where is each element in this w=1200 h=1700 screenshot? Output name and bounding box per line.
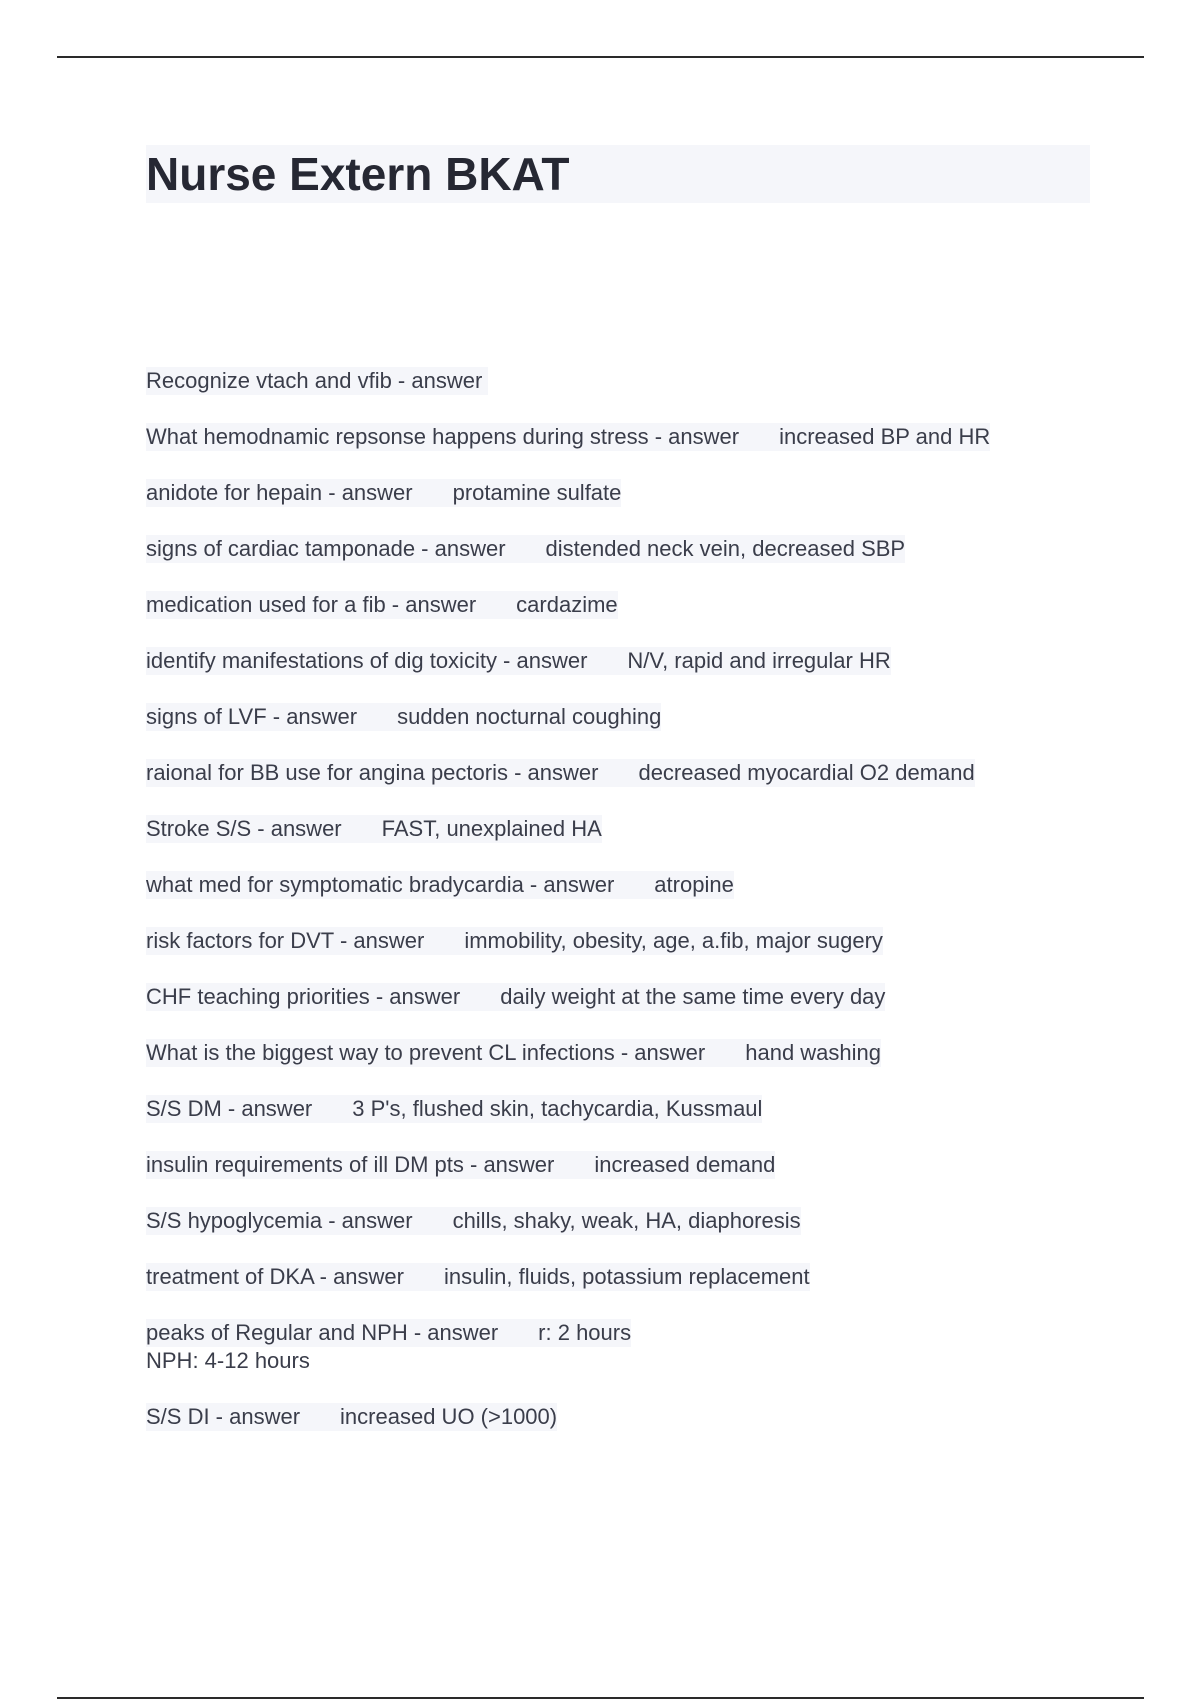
question-text: medication used for a fib - answer <box>146 591 482 619</box>
list-item <box>146 1039 1106 1067</box>
list-item <box>146 423 1106 451</box>
question-text: signs of cardiac tamponade - answer <box>146 535 512 563</box>
list-item <box>146 1151 1106 1179</box>
list-item <box>146 1207 1106 1235</box>
separator <box>419 1207 453 1235</box>
list-item <box>146 983 1106 1011</box>
question-text: anidote for hepain - answer <box>146 479 419 507</box>
question-text: risk factors for DVT - answer <box>146 927 430 955</box>
question-text: What is the biggest way to prevent CL infections - answer <box>146 1039 711 1067</box>
list-item <box>146 1403 1106 1431</box>
question-text: raional for BB use for angina pectoris - answer <box>146 759 604 787</box>
answer-text: immobility, obesity, age, a.fib, major sugery <box>464 928 883 953</box>
list-item <box>146 871 1106 899</box>
answer-text: increased UO (>1000) <box>340 1404 558 1429</box>
question-text: insulin requirements of ill DM pts - answer <box>146 1151 560 1179</box>
question-text: Recognize vtach and vfib - answer <box>146 367 488 395</box>
separator <box>430 927 464 955</box>
separator <box>318 1095 352 1123</box>
list-item <box>146 1095 1106 1123</box>
answer-text: atropine <box>654 872 734 897</box>
top-rule <box>57 56 1144 58</box>
question-text: what med for symptomatic bradycardia - answer <box>146 871 620 899</box>
separator <box>306 1403 340 1431</box>
separator <box>410 1263 444 1291</box>
answer-text: r: 2 hours <box>538 1320 632 1345</box>
separator <box>604 759 638 787</box>
question-text: S/S hypoglycemia - answer <box>146 1207 419 1235</box>
separator <box>363 703 397 731</box>
separator <box>348 815 382 843</box>
answer-text: increased demand <box>594 1152 776 1177</box>
answer-text: FAST, unexplained HA <box>381 816 602 841</box>
question-text: S/S DM - answer <box>146 1095 318 1123</box>
answer-text: decreased myocardial O2 demand <box>638 760 975 785</box>
separator <box>711 1039 745 1067</box>
answer-text: daily weight at the same time every day <box>500 984 886 1009</box>
question-text: treatment of DKA - answer <box>146 1263 410 1291</box>
separator <box>419 479 453 507</box>
question-text: What hemodnamic repsonse happens during stress - answer <box>146 423 745 451</box>
list-item <box>146 1319 1106 1375</box>
answer-text: cardazime <box>516 592 618 617</box>
answer-text: sudden nocturnal coughing <box>397 704 662 729</box>
answer-text-continued: NPH: 4-12 hours <box>146 1348 310 1373</box>
list-item <box>146 479 1106 507</box>
answer-text: 3 P's, flushed skin, tachycardia, Kussmaul <box>352 1096 763 1121</box>
list-item <box>146 759 1106 787</box>
question-text: S/S DI - answer <box>146 1403 306 1431</box>
list-item <box>146 591 1106 619</box>
answer-text: hand washing <box>745 1040 882 1065</box>
separator <box>512 535 546 563</box>
list-item <box>146 367 1106 395</box>
list-item <box>146 647 1106 675</box>
document-title: Nurse Extern BKAT <box>146 148 570 200</box>
separator <box>560 1151 594 1179</box>
list-item <box>146 703 1106 731</box>
list-item <box>146 535 1106 563</box>
bottom-rule <box>57 1697 1144 1699</box>
question-text: Stroke S/S - answer <box>146 815 348 843</box>
answer-text: increased BP and HR <box>779 424 991 449</box>
separator <box>482 591 516 619</box>
separator <box>504 1319 538 1347</box>
answer-text: insulin, fluids, potassium replacement <box>444 1264 810 1289</box>
list-item <box>146 815 1106 843</box>
question-text: identify manifestations of dig toxicity - answer <box>146 647 593 675</box>
answer-text: distended neck vein, decreased SBP <box>545 536 906 561</box>
list-item <box>146 1263 1106 1291</box>
separator <box>593 647 627 675</box>
list-item <box>146 927 1106 955</box>
question-text: peaks of Regular and NPH - answer <box>146 1319 504 1347</box>
qa-list <box>146 367 1106 1459</box>
separator <box>620 871 654 899</box>
answer-text: chills, shaky, weak, HA, diaphoresis <box>452 1208 801 1233</box>
answer-text: N/V, rapid and irregular HR <box>627 648 891 673</box>
question-text: signs of LVF - answer <box>146 703 363 731</box>
question-text: CHF teaching priorities - answer <box>146 983 466 1011</box>
separator <box>745 423 779 451</box>
separator <box>466 983 500 1011</box>
answer-text: protamine sulfate <box>452 480 622 505</box>
